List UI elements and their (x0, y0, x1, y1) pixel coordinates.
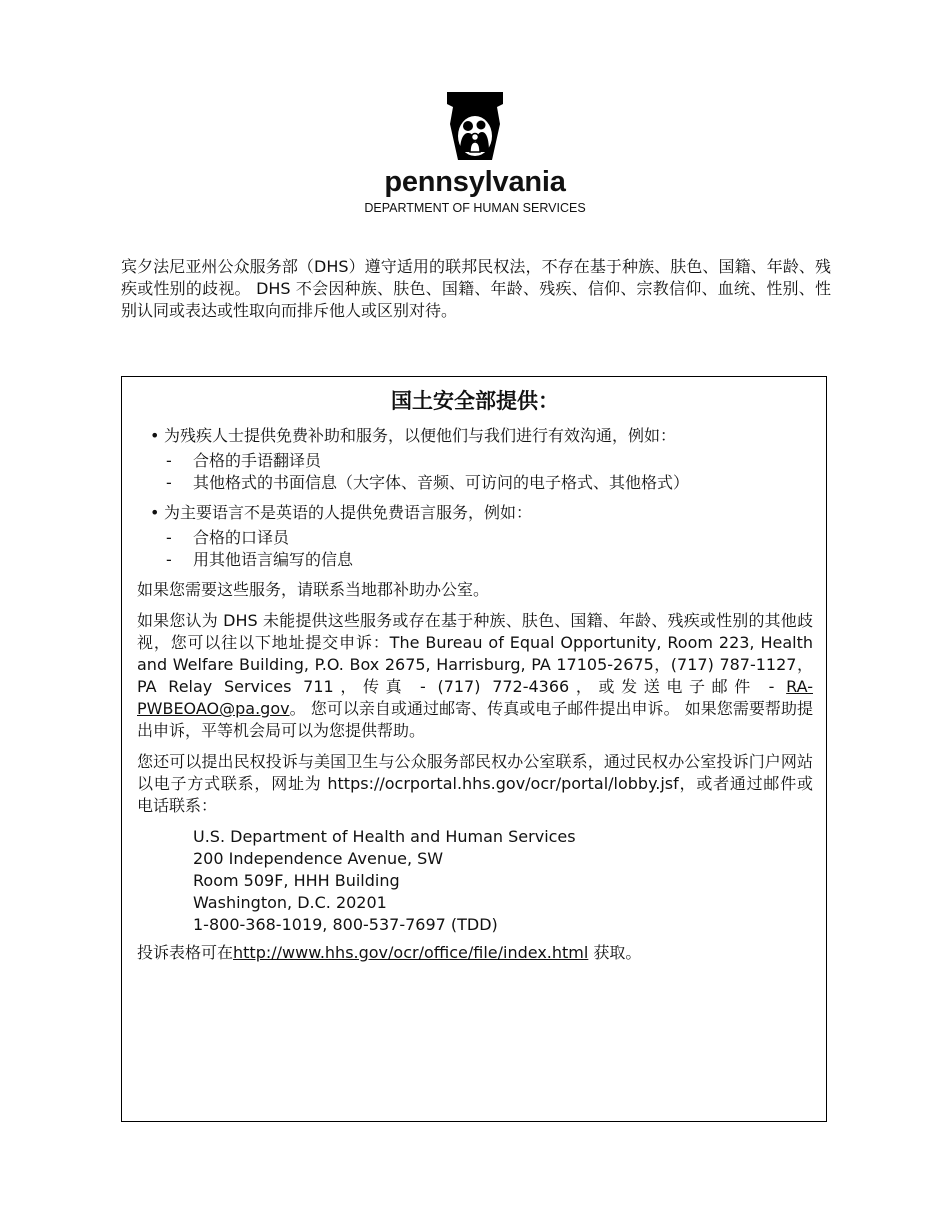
complaint-forms-paragraph: 投诉表格可在http://www.hhs.gov/ocr/office/file/index.html 获取。 (137, 943, 642, 962)
dash-icon: - (166, 473, 172, 492)
language-services-bullet (137, 502, 813, 524)
phone-line: 1-800-368-1019, 800-537-7697 (TDD) (193, 915, 498, 934)
contact-office-paragraph: 如果您需要这些服务，请联系当地郡补助办公室。 (137, 580, 490, 599)
department-name: DEPARTMENT OF HUMAN SERVICES (364, 201, 586, 215)
nondiscrimination-statement: 宾夕法尼亚州公众服务部（DHS）遵守适用的联邦民权法，不存在基于种族、肤色、国籍、年龄、残疾或性别的歧视。 DHS 不会因种族、肤色、国籍、年龄、残疾、信仰、宗教信仰、血统、性别、性别认同或表达或性取向而排斥他人或区别对待。 (121, 257, 831, 320)
disability-services-bullet (137, 425, 813, 447)
complaint-paragraph: 如果您认为 DHS 未能提供这些服务或存在基于种族、肤色、国籍、年龄、残疾或性别的其他歧视，您可以往以下地址提交申诉：The Bureau of Equal Opportunity, Room 223, Health and Welfare Building, P.O. Box 2675, Harrisburg, PA 17105-2675，(717) 787-1127，PA Relay Services 711，传真 - (717) 772-4366，或发送电子邮件 - RA-PWBEOAO@pa.gov。 您可以亲自或通过邮寄、传真或电子邮件提出申诉。 如果您需要帮助提出申诉，平等机会局可以为您提供帮助。 (137, 611, 813, 740)
list-item: - 合格的手语翻译员 (166, 451, 322, 470)
bullet-text: 为主要语言不是英语的人提供免费语言服务，例如： (164, 503, 533, 522)
box-title: 国土安全部提供： (391, 389, 559, 413)
forms-link[interactable]: http://www.hhs.gov/ocr/office/file/index.html (233, 943, 589, 962)
header (0, 92, 950, 216)
hhs-address (193, 826, 813, 936)
bullet-icon: • (150, 503, 160, 522)
address-line: Room 509F, HHH Building (193, 871, 400, 890)
disability-services-list (137, 450, 813, 494)
address-line: U.S. Department of Health and Human Services (193, 827, 576, 846)
dash-icon: - (166, 550, 172, 569)
dash-icon: - (166, 528, 172, 547)
services-box (121, 376, 827, 1122)
ocr-paragraph: 您还可以提出民权投诉与美国卫生与公众服务部民权办公室联系，通过民权办公室投诉门户网站以电子方式联系，网址为 https://ocrportal.hhs.gov/ocr/portal/lobby.jsf，或者通过邮件或电话联系： (137, 752, 813, 815)
bullet-text: 为残疾人士提供免费补助和服务，以便他们与我们进行有效沟通，例如： (164, 426, 677, 445)
bullet-icon: • (150, 426, 160, 445)
email-link[interactable]: RA-PWBEOAO@pa.gov (137, 677, 813, 718)
list-item: - 其他格式的书面信息（大字体、音频、可访问的电子格式、其他格式） (166, 473, 690, 492)
address-line: 200 Independence Avenue, SW (193, 849, 444, 868)
address-line: Washington, D.C. 20201 (193, 893, 387, 912)
list-item: - 合格的口译员 (166, 528, 290, 547)
dash-icon: - (166, 451, 172, 470)
keystone-family-icon (446, 92, 504, 162)
agency-name: pennsylvania (384, 166, 566, 198)
language-services-list (137, 527, 813, 571)
list-item: - 用其他语言编写的信息 (166, 550, 354, 569)
